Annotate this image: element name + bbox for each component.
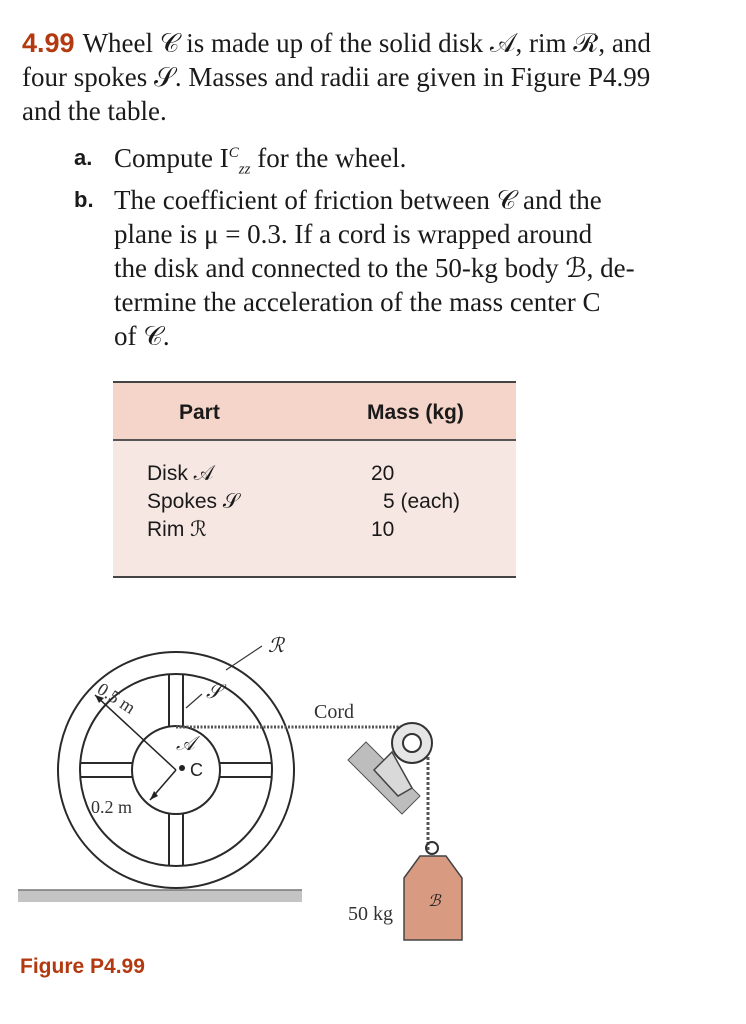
center-point xyxy=(179,765,185,771)
part-a-sup: C xyxy=(228,145,239,161)
ground-plane xyxy=(18,890,302,902)
table-row-part: Spokes 𝒮 xyxy=(147,490,240,513)
part-b xyxy=(74,183,635,353)
part-a xyxy=(74,141,407,178)
problem-statement xyxy=(22,26,722,128)
label-spoke: 𝒮 xyxy=(206,681,222,703)
label-cord: Cord xyxy=(314,701,354,723)
header-part: Part xyxy=(179,401,220,424)
part-b-line-5: of 𝒞. xyxy=(114,321,170,351)
part-b-line-4: termine the acceleration of the mass center C xyxy=(114,287,601,317)
part-a-text-pre: Compute I xyxy=(114,143,229,173)
part-a-text xyxy=(114,141,407,178)
label-mass: 50 kg xyxy=(348,903,393,925)
pulley xyxy=(348,723,432,814)
problem-text-1: Wheel 𝒞 is made up of the solid disk 𝒜, rim ℛ, and xyxy=(82,28,651,58)
wheel xyxy=(58,646,294,888)
problem-line-3: and the table. xyxy=(22,96,167,126)
mass-table xyxy=(113,381,516,578)
problem-number: 4.99 xyxy=(22,28,75,58)
label-disk: 𝒜 xyxy=(176,733,195,755)
problem-line-2: four spokes 𝒮. Masses and radii are given in Figure P4.99 xyxy=(22,62,651,92)
part-b-line-2: plane is μ = 0.3. If a cord is wrapped around xyxy=(114,219,593,249)
body-b xyxy=(404,842,462,940)
table-rule-mid xyxy=(113,439,516,441)
label-inner-radius: 0.2 m xyxy=(91,797,133,817)
label-body: ℬ xyxy=(428,893,441,910)
part-b-label: b. xyxy=(74,187,94,212)
table-header xyxy=(113,383,516,439)
label-outer-radius: 0.5 m xyxy=(93,678,140,718)
table-row-mass: 5 (each) xyxy=(383,490,461,513)
rim-leader xyxy=(226,646,262,670)
table-row-part: Disk 𝒜 xyxy=(147,462,214,485)
figure-p4-99 xyxy=(0,610,746,960)
problem-line-1 xyxy=(22,26,722,60)
table-row-mass: 10 xyxy=(371,518,395,541)
part-a-sub: zz xyxy=(238,161,251,178)
part-a-text-post: for the wheel. xyxy=(250,143,407,173)
part-a-label: a. xyxy=(74,145,93,170)
table-row-part: Rim ℛ xyxy=(147,518,207,541)
table-rule-bottom xyxy=(113,576,516,578)
figure-caption: Figure P4.99 xyxy=(20,955,145,978)
label-rim: ℛ xyxy=(268,635,284,657)
label-center: C xyxy=(190,760,203,780)
spoke-leader xyxy=(186,694,202,708)
header-mass: Mass (kg) xyxy=(367,401,464,424)
part-b-line-3: the disk and connected to the 50-kg body ℬ, de- xyxy=(114,253,635,283)
part-b-line-1: The coefficient of friction between 𝒞 and the xyxy=(114,185,602,215)
pulley-axle xyxy=(403,734,421,752)
table-row-mass: 20 xyxy=(371,462,395,485)
